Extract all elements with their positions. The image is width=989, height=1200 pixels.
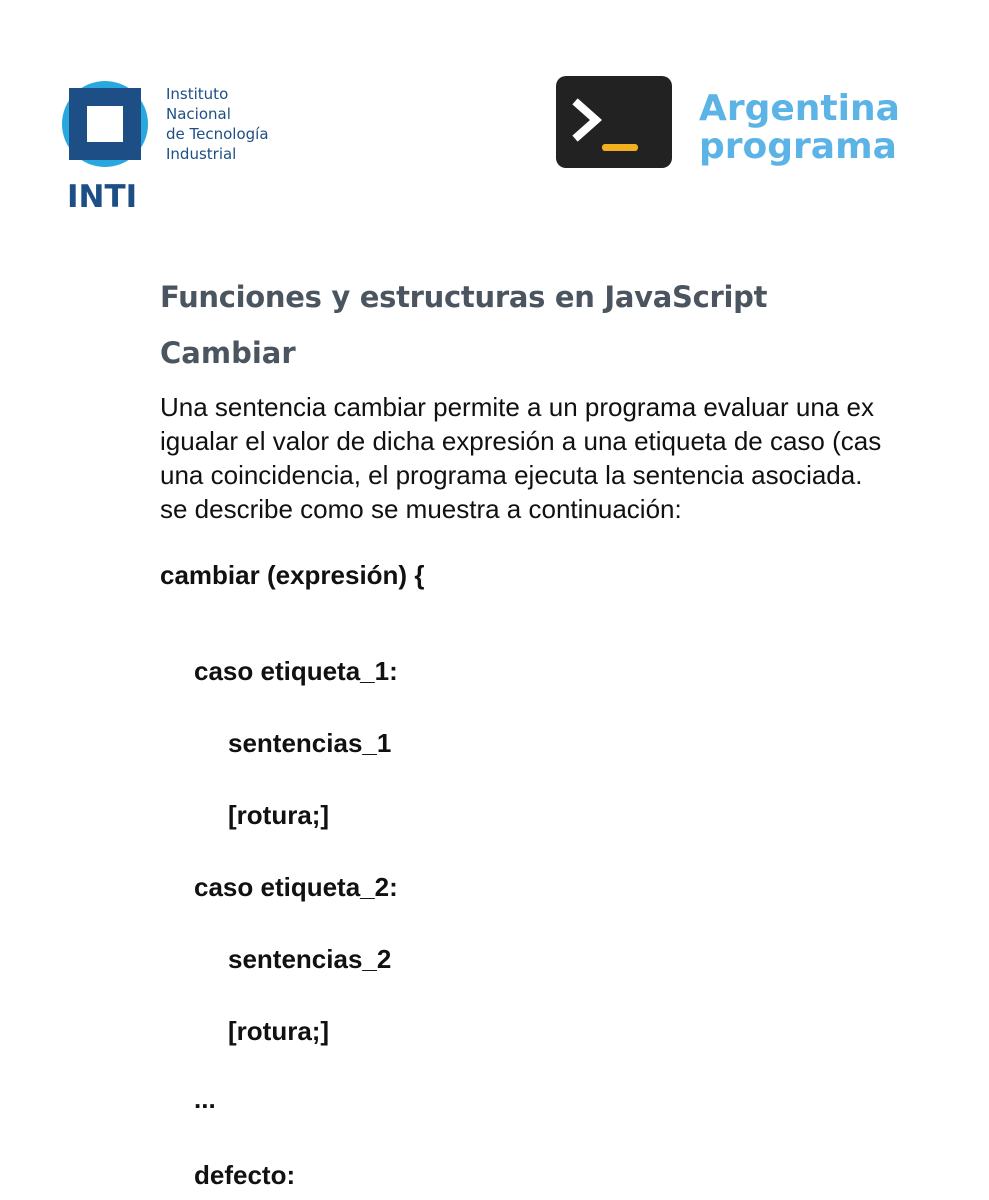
- code-line: sentencias_1: [228, 728, 392, 758]
- inti-line-4: Industrial: [166, 145, 237, 163]
- intro-paragraph: [160, 390, 881, 526]
- paragraph-line: una coincidencia, el programa ejecuta la sentencia asociada.: [160, 460, 863, 490]
- inti-line-1: Instituto: [166, 85, 229, 103]
- argentina-programa-logo: [556, 76, 906, 171]
- argentina-programa-wordmark: [699, 90, 900, 166]
- code-line: cambiar (expresión) {: [160, 560, 425, 590]
- inti-logo: [62, 78, 302, 213]
- code-line: [rotura;]: [228, 1016, 330, 1046]
- page-title: Funciones y estructuras en JavaScript: [160, 280, 768, 314]
- section-heading: Cambiar: [160, 336, 296, 370]
- ap-line-1: Argentina: [699, 88, 900, 129]
- code-line: [rotura;]: [228, 800, 330, 830]
- inti-wordmark: INTI: [67, 179, 138, 215]
- inti-emblem-icon: [62, 80, 148, 180]
- paragraph-line: se describe como se muestra a continuación:: [160, 494, 682, 524]
- terminal-icon: [556, 76, 672, 168]
- code-line: sentencias_2: [228, 944, 392, 974]
- inti-institution-name: [166, 84, 269, 164]
- inti-line-3: de Tecnología: [166, 125, 269, 143]
- inti-line-2: Nacional: [166, 105, 231, 123]
- paragraph-line: Una sentencia cambiar permite a un programa evaluar una ex: [160, 392, 874, 422]
- code-line: defecto:: [194, 1160, 296, 1190]
- code-line: caso etiqueta_1:: [194, 656, 398, 686]
- code-line: ...: [194, 1084, 216, 1114]
- code-line: caso etiqueta_2:: [194, 872, 398, 902]
- ap-line-2: programa: [699, 126, 897, 167]
- paragraph-line: igualar el valor de dicha expresión a una etiqueta de caso (cas: [160, 426, 882, 456]
